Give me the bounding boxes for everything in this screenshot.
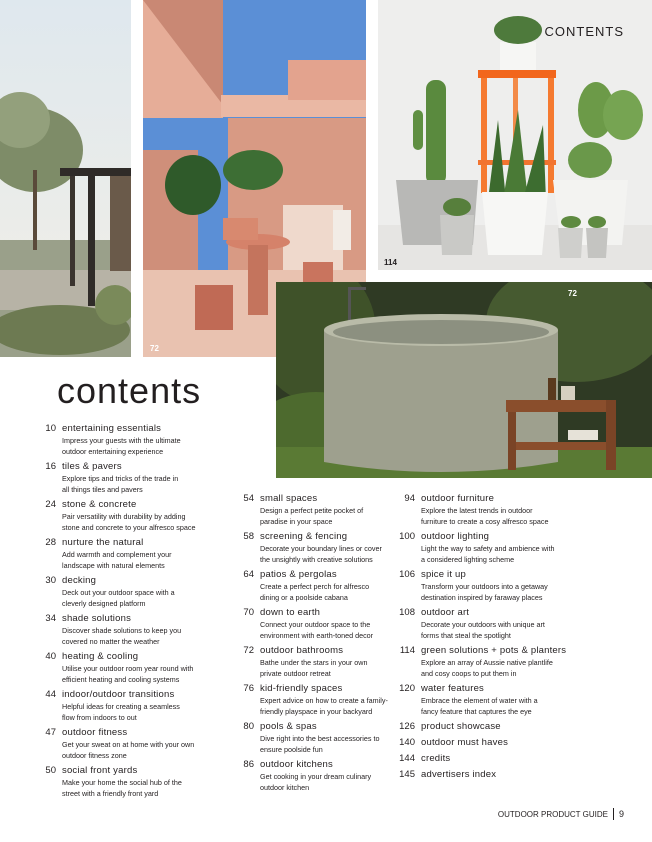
entry-description: cleverly designed platform: [62, 599, 146, 608]
entry-description: destination inspired by faraway places: [421, 593, 543, 602]
entry-title: nurture the natural: [62, 537, 144, 548]
contents-entry[interactable]: [391, 737, 621, 749]
contents-entry[interactable]: [32, 613, 232, 647]
entry-title: outdoor art: [421, 607, 470, 618]
entry-page-number: 30: [45, 575, 56, 586]
entry-title: tiles & pavers: [62, 461, 122, 472]
entry-description: Utilise your outdoor room year round with: [62, 664, 194, 673]
entry-description: and cosy coops to put them in: [421, 669, 517, 678]
entry-page-number: 108: [399, 607, 415, 618]
entry-title: product showcase: [421, 721, 501, 732]
entry-title: spice it up: [421, 569, 466, 580]
entry-description: stone and concrete to your alfresco space: [62, 523, 196, 532]
entry-title: entertaining essentials: [62, 423, 162, 434]
entry-page-number: 44: [45, 689, 56, 700]
entry-title: outdoor fitness: [62, 727, 128, 738]
entry-title: outdoor bathrooms: [260, 645, 344, 656]
contents-entry[interactable]: [32, 575, 232, 609]
entry-description: Bathe under the stars in your own: [260, 658, 368, 667]
photo-page-number: 72: [150, 344, 159, 353]
entry-description: Light the way to safety and ambience with: [421, 544, 555, 553]
contents-entry[interactable]: [32, 499, 232, 533]
entry-page-number: 58: [243, 531, 254, 542]
contents-entry[interactable]: [391, 531, 621, 565]
contents-entry[interactable]: [32, 423, 232, 457]
entry-description: Expert advice on how to create a family-: [260, 696, 388, 705]
footer-divider: [613, 808, 614, 820]
entry-title: patios & pergolas: [260, 569, 337, 580]
entry-description: Decorate your outdoors with unique art: [421, 620, 545, 629]
contents-column-right: [391, 493, 621, 785]
entry-page-number: 72: [243, 645, 254, 656]
entry-title: advertisers index: [421, 769, 497, 780]
contents-entry[interactable]: [391, 493, 621, 527]
entry-description: Decorate your boundary lines or cover: [260, 544, 382, 553]
entry-title: screening & fencing: [260, 531, 348, 542]
entry-page-number: 24: [45, 499, 56, 510]
entry-page-number: 50: [45, 765, 56, 776]
entry-title: outdoor furniture: [421, 493, 495, 504]
entry-title: credits: [421, 753, 451, 764]
entry-description: furniture to create a cosy alfresco space: [421, 517, 549, 526]
entry-page-number: 40: [45, 651, 56, 662]
entry-description: street with a friendly front yard: [62, 789, 159, 798]
contents-entry[interactable]: [391, 721, 621, 733]
garden-pergola-photo: [0, 0, 131, 357]
contents-entry[interactable]: [391, 607, 621, 641]
entry-description: Create a perfect perch for alfresco: [260, 582, 370, 591]
entry-description: Embrace the element of water with a: [421, 696, 538, 705]
contents-entry[interactable]: [32, 651, 232, 685]
footer-publication-label: OUTDOOR PRODUCT GUIDE: [497, 809, 608, 819]
entry-title: decking: [62, 575, 97, 586]
entry-description: fancy feature that captures the eye: [421, 707, 532, 716]
entry-description: Explore an array of Aussie native plantlife: [421, 658, 553, 667]
entry-description: Dive right into the best accessories to: [260, 734, 380, 743]
cactus-planters-photo: [378, 0, 652, 270]
entry-title: heating & cooling: [62, 651, 139, 662]
entry-description: outdoor entertaining experience: [62, 447, 164, 456]
entry-description: Explore the latest trends in outdoor: [421, 506, 533, 515]
entry-title: down to earth: [260, 607, 321, 618]
entry-title: social front yards: [62, 765, 138, 776]
entry-description: Add warmth and complement your: [62, 550, 172, 559]
entry-page-number: 76: [243, 683, 254, 694]
entry-page-number: 94: [404, 493, 415, 504]
entry-description: ensure poolside fun: [260, 745, 323, 754]
entry-page-number: 106: [399, 569, 415, 580]
contents-entry[interactable]: [32, 461, 232, 495]
concrete-bath-photo: [276, 282, 652, 478]
entry-description: Impress your guests with the ultimate: [62, 436, 181, 445]
entry-page-number: 100: [399, 531, 415, 542]
entry-title: shade solutions: [62, 613, 132, 624]
contents-entry[interactable]: [391, 645, 621, 679]
entry-title: outdoor lighting: [421, 531, 490, 542]
entry-page-number: 16: [45, 461, 56, 472]
contents-entry[interactable]: [32, 727, 232, 761]
entry-title: pools & spas: [260, 721, 317, 732]
entry-description: Get cooking in your dream culinary: [260, 772, 372, 781]
page-title: contents: [57, 370, 202, 411]
entry-description: all things tiles and pavers: [62, 485, 143, 494]
photo-page-number: 72: [568, 289, 577, 298]
entry-title: outdoor kitchens: [260, 759, 333, 770]
entry-title: kid-friendly spaces: [260, 683, 343, 694]
entry-title: stone & concrete: [62, 499, 137, 510]
entry-page-number: 126: [399, 721, 415, 732]
entry-page-number: 70: [243, 607, 254, 618]
contents-entry[interactable]: [391, 683, 621, 717]
photo-page-number: 114: [384, 258, 397, 267]
entry-title: outdoor must haves: [421, 737, 509, 748]
entry-description: Deck out your outdoor space with a: [62, 588, 175, 597]
entry-description: environment with earth-toned decor: [260, 631, 374, 640]
entry-description: outdoor fitness zone: [62, 751, 127, 760]
entry-title: water features: [421, 683, 484, 694]
entry-description: landscape with natural elements: [62, 561, 165, 570]
entry-page-number: 28: [45, 537, 56, 548]
entry-description: dining or a poolside cabana: [260, 593, 348, 602]
entry-description: flow from indoors to out: [62, 713, 137, 722]
contents-entry[interactable]: [391, 769, 621, 781]
entry-page-number: 10: [45, 423, 56, 434]
entry-description: Discover shade solutions to keep you: [62, 626, 182, 635]
entry-page-number: 80: [243, 721, 254, 732]
page-footer: [498, 808, 624, 820]
entry-page-number: 64: [243, 569, 254, 580]
contents-entry[interactable]: [391, 753, 621, 765]
entry-description: outdoor kitchen: [260, 783, 310, 792]
entry-page-number: 34: [45, 613, 56, 624]
footer-page-number: 9: [618, 809, 624, 819]
entry-description: Pair versatility with durability by adding: [62, 512, 186, 521]
entry-description: the unsightly with creative solutions: [260, 555, 373, 564]
entry-description: Make your home the social hub of the: [62, 778, 182, 787]
entry-description: Explore tips and tricks of the trade in: [62, 474, 179, 483]
contents-entry[interactable]: [391, 569, 621, 603]
entry-page-number: 86: [243, 759, 254, 770]
entry-page-number: 54: [243, 493, 254, 504]
entry-description: private outdoor retreat: [260, 669, 331, 678]
contents-column-left: [32, 423, 232, 803]
entry-page-number: 114: [399, 645, 415, 656]
entry-description: forms that steal the spotlight: [421, 631, 511, 640]
entry-page-number: 144: [399, 753, 415, 764]
entry-description: covered no matter the weather: [62, 637, 160, 646]
entry-description: Design a perfect petite pocket of: [260, 506, 364, 515]
entry-description: friendly playspace in your backyard: [260, 707, 373, 716]
entry-description: Helpful ideas for creating a seamless: [62, 702, 180, 711]
entry-description: paradise in your space: [260, 517, 333, 526]
entry-page-number: 140: [399, 737, 415, 748]
entry-description: Transform your outdoors into a getaway: [421, 582, 548, 591]
entry-title: green solutions + pots & planters: [421, 645, 567, 656]
entry-title: small spaces: [260, 493, 318, 504]
entry-title: indoor/outdoor transitions: [62, 689, 175, 700]
entry-description: a considered lighting scheme: [421, 555, 515, 564]
contents-entry[interactable]: [32, 689, 232, 723]
entry-description: Connect your outdoor space to the: [260, 620, 371, 629]
contents-entry[interactable]: [32, 765, 232, 799]
page-section-label: CONTENTS: [544, 24, 624, 39]
entry-page-number: 145: [399, 769, 415, 780]
entry-description: efficient heating and cooling systems: [62, 675, 180, 684]
entry-page-number: 47: [45, 727, 56, 738]
contents-entry[interactable]: [32, 537, 232, 571]
entry-description: Get your sweat on at home with your own: [62, 740, 195, 749]
entry-page-number: 120: [399, 683, 415, 694]
